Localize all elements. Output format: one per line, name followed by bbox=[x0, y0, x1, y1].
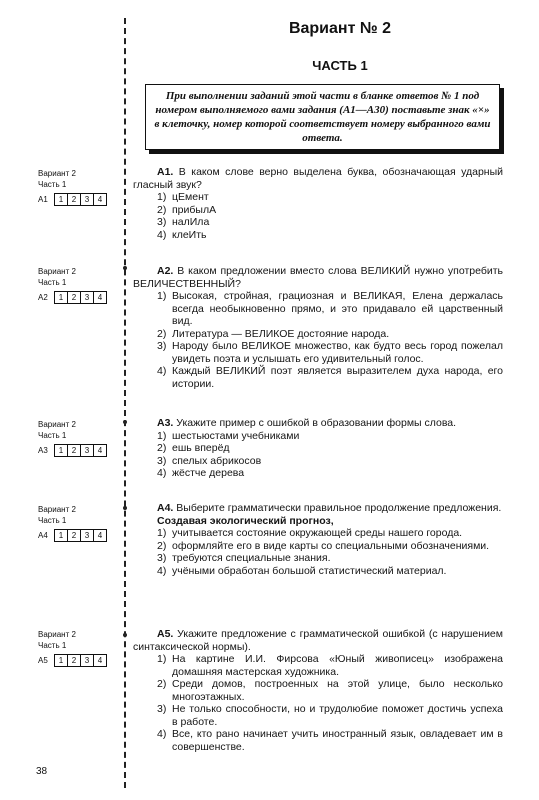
answer-box-a4[interactable] bbox=[54, 529, 107, 542]
option: 3) налИла bbox=[157, 216, 210, 228]
question-body: Укажите пример с ошибкой в образовании формы слова. bbox=[176, 417, 457, 429]
answer-cell-1[interactable]: 1 bbox=[55, 655, 68, 666]
answer-cell-2[interactable]: 2 bbox=[68, 445, 81, 456]
question-label: А2. bbox=[157, 265, 174, 277]
option: 3) Не только способности, но и трудолюбие поможет достичь успеха в работе. bbox=[157, 703, 503, 728]
margin-part: Часть 1 bbox=[38, 278, 67, 287]
margin-variant: Вариант 2 bbox=[38, 420, 76, 429]
answer-cell-4[interactable]: 4 bbox=[97, 446, 103, 455]
option: 1) учитывается состояние окружающей среды нашего города. bbox=[157, 527, 463, 539]
options-list bbox=[133, 527, 503, 577]
question-body: В каком слове верно выделена буква, обозначающая ударный гласный звук? bbox=[133, 166, 503, 191]
question-a2 bbox=[133, 265, 503, 390]
answer-box-a1[interactable] bbox=[54, 193, 107, 206]
option: 2) прибылА bbox=[157, 203, 217, 216]
question-text bbox=[133, 166, 503, 191]
answer-row-a5 bbox=[38, 654, 120, 667]
answer-cell-4[interactable]: 4 bbox=[97, 293, 103, 302]
margin-variant: Вариант 2 bbox=[38, 505, 76, 514]
options-list bbox=[133, 290, 503, 390]
answer-box-a2[interactable] bbox=[54, 291, 107, 304]
answer-cell-3[interactable]: 3 bbox=[81, 655, 94, 666]
margin-part: Часть 1 bbox=[38, 641, 67, 650]
question-body: Выберите грамматически правильное продолжение предложения. bbox=[176, 502, 502, 514]
variant-title: Вариант № 2 bbox=[288, 20, 392, 37]
margin-variant: Вариант 2 bbox=[38, 169, 76, 178]
option: 4) жёстче дерева bbox=[157, 467, 245, 479]
option: 4) Каждый ВЕЛИКИЙ поэт является выразителем духа народа, его истории. bbox=[157, 365, 503, 390]
answer-cell-4[interactable]: 4 bbox=[97, 656, 103, 665]
option: 2) ешь вперёд bbox=[157, 442, 230, 454]
option: 2) Литература — ВЕЛИКОЕ достояние народа. bbox=[157, 327, 390, 340]
answer-cell-3[interactable]: 3 bbox=[81, 194, 94, 205]
answer-cell-2[interactable]: 2 bbox=[68, 655, 81, 666]
option: 2) Среди домов, построенных на этой улице, было несколько многоэтажных. bbox=[157, 678, 503, 703]
answer-cell-4[interactable]: 4 bbox=[97, 531, 103, 540]
answer-cell-4[interactable]: 4 bbox=[97, 195, 103, 204]
answer-row-a3 bbox=[38, 444, 120, 457]
question-text bbox=[133, 502, 503, 515]
answer-box-a3[interactable] bbox=[54, 444, 107, 457]
option: 3) спелых абрикосов bbox=[157, 454, 262, 467]
option: 1) На картине И.И. Фирсова «Юный живописец» изображена домашняя мастерская художника. bbox=[157, 653, 503, 678]
cut-line bbox=[124, 18, 126, 788]
option: 4) клеИть bbox=[157, 228, 207, 241]
margin-part: Часть 1 bbox=[38, 431, 67, 440]
answer-row-a2 bbox=[38, 291, 120, 304]
options-list bbox=[133, 430, 503, 480]
question-text bbox=[133, 628, 503, 653]
question-body: Укажите предложение с грамматической ошибкой (с нарушением синтаксической нормы). bbox=[133, 628, 503, 653]
question-a1 bbox=[133, 166, 503, 241]
answer-cell-3[interactable]: 3 bbox=[81, 530, 94, 541]
question-a5 bbox=[133, 628, 503, 753]
answer-code: А4 bbox=[38, 531, 48, 540]
option: 4) Все, кто рано начинает учить иностранный язык, овладевает им в совершенстве. bbox=[157, 728, 503, 753]
page-number: 38 bbox=[36, 766, 48, 777]
margin-variant: Вариант 2 bbox=[38, 267, 76, 276]
answer-cell-1[interactable]: 1 bbox=[55, 530, 68, 541]
answer-cell-1[interactable]: 1 bbox=[55, 194, 68, 205]
margin-variant: Вариант 2 bbox=[38, 630, 76, 639]
options-list bbox=[133, 653, 503, 753]
answer-code: А5 bbox=[38, 656, 48, 665]
option: 1) Высокая, стройная, грациозная и ВЕЛИКАЯ, Елена держалась всегда необыкновенно прямо, и это придавало ей царственный вид. bbox=[157, 290, 503, 327]
answer-code: А1 bbox=[38, 195, 48, 204]
question-a3 bbox=[133, 417, 503, 480]
options-list bbox=[133, 191, 503, 241]
margin-label-a1 bbox=[38, 168, 120, 206]
question-label: А3. bbox=[157, 417, 174, 429]
part-title: ЧАСТЬ 1 bbox=[312, 58, 368, 73]
margin-label-a5 bbox=[38, 629, 120, 667]
margin-part: Часть 1 bbox=[38, 180, 67, 189]
question-a4 bbox=[133, 502, 503, 577]
answer-row-a1 bbox=[38, 193, 120, 206]
answer-cell-1[interactable]: 1 bbox=[55, 292, 68, 303]
option: 3) Народу было ВЕЛИКОЕ множество, как будто весь город пожелал увидеть поэта и услышать его удивительный голос. bbox=[157, 340, 503, 365]
answer-code: А2 bbox=[38, 293, 48, 302]
answer-cell-3[interactable]: 3 bbox=[81, 445, 94, 456]
margin-label-a3 bbox=[38, 419, 120, 457]
option: 1) шестьюстами учебниками bbox=[157, 429, 300, 442]
question-label: А1. bbox=[157, 166, 174, 178]
margin-label-a2 bbox=[38, 266, 120, 304]
answer-cell-1[interactable]: 1 bbox=[55, 445, 68, 456]
answer-cell-3[interactable]: 3 bbox=[81, 292, 94, 303]
answer-code: А3 bbox=[38, 446, 48, 455]
instruction-box: При выполнении заданий этой части в бланке ответов № 1 под номером выполняемого вами задания (А1—А30) поставьте знак «×» в клеточку, номер которой соответствует номеру выбранного вами ответа. bbox=[145, 84, 500, 150]
question-text bbox=[133, 265, 503, 290]
option: 3) требуются специальные знания. bbox=[157, 552, 331, 564]
question-text bbox=[133, 417, 503, 430]
margin-label-a4 bbox=[38, 504, 120, 542]
question-label: А5. bbox=[157, 628, 174, 640]
answer-cell-2[interactable]: 2 bbox=[68, 292, 81, 303]
answer-cell-2[interactable]: 2 bbox=[68, 194, 81, 205]
answer-cell-2[interactable]: 2 bbox=[68, 530, 81, 541]
answer-row-a4 bbox=[38, 529, 120, 542]
answer-box-a5[interactable] bbox=[54, 654, 107, 667]
question-subtext: Создавая экологический прогноз, bbox=[157, 514, 334, 527]
option: 4) учёными обработан большой статистический материал. bbox=[157, 564, 447, 577]
question-body: В каком предложении вместо слова ВЕЛИКИЙ нужно употребить ВЕЛИЧЕСТВЕННЫЙ? bbox=[133, 265, 503, 290]
margin-part: Часть 1 bbox=[38, 516, 67, 525]
option: 1) цЕмент bbox=[157, 191, 209, 203]
question-label: А4. bbox=[157, 502, 174, 514]
option: 2) оформляйте его в виде карты со специальными обозначениями. bbox=[157, 539, 490, 552]
